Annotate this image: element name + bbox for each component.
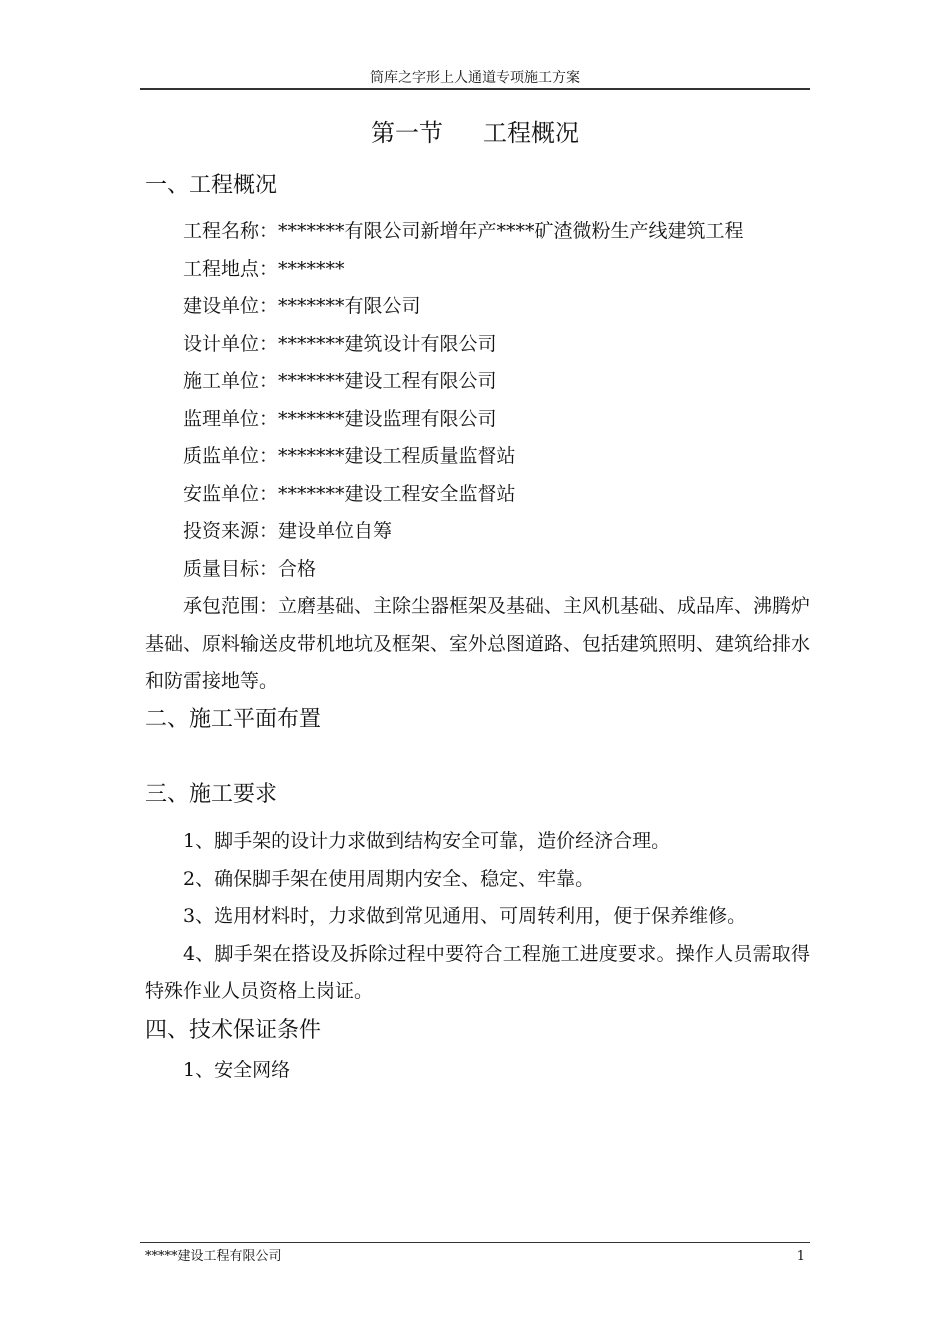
- overview-item: 工程名称：*******有限公司新增年产****矿渣微粉生产线建筑工程: [183, 220, 744, 242]
- page-number: 1: [796, 1249, 805, 1264]
- overview-item: 工程地点：*******: [183, 257, 345, 280]
- page-header: 筒库之字形上人通道专项施工方案: [370, 70, 580, 86]
- section-number: 第一节: [371, 119, 443, 147]
- requirement-item: 3、选用材料时，力求做到常见通用、可周转利用，便于保养维修。: [183, 905, 747, 927]
- overview-item: 安监单位：*******建设工程安全监督站: [183, 482, 516, 505]
- header-divider: [140, 88, 810, 90]
- heading-guarantee: 四、技术保证条件: [145, 1018, 322, 1043]
- requirement-item: 1、脚手架的设计力求做到结构安全可靠，造价经济合理。: [183, 830, 671, 852]
- heading-overview: 一、工程概况: [145, 173, 278, 198]
- overview-item: 设计单位：*******建筑设计有限公司: [183, 332, 497, 355]
- heading-site-layout: 二、施工平面布置: [145, 707, 322, 732]
- guarantee-list: [145, 1052, 810, 1090]
- section-title: [140, 116, 810, 150]
- guarantee-item: 1、安全网络: [183, 1059, 291, 1081]
- section-name: 工程概况: [483, 119, 579, 147]
- overview-item: 质监单位：*******建设工程质量监督站: [183, 445, 516, 467]
- heading-requirements: 三、施工要求: [145, 782, 278, 807]
- footer-divider: [140, 1242, 810, 1243]
- requirement-item: 2、确保脚手架在使用周期内安全、稳定、牢靠。: [183, 867, 595, 890]
- overview-item: 建设单位：*******有限公司: [183, 295, 421, 317]
- overview-item: 监理单位：*******建设监理有限公司: [183, 407, 497, 430]
- requirements-list: [145, 823, 810, 1011]
- overview-item: 施工单位：*******建设工程有限公司: [183, 370, 497, 392]
- footer-company: *****建设工程有限公司: [145, 1249, 282, 1264]
- requirement-item: 4、脚手架在搭设及拆除过程中要符合工程施工进度要求。操作人员需取得特殊作业人员资格上岗证。: [145, 942, 810, 1002]
- overview-item: 质量目标：合格: [183, 557, 317, 580]
- overview-scope: 承包范围：立磨基础、主除尘器框架及基础、主风机基础、成品库、沸腾炉基础、原料输送皮带机地坑及框架、室外总图道路、包括建筑照明、建筑给排水和防雷接地等。: [145, 595, 811, 692]
- overview-list: [145, 213, 810, 701]
- overview-item: 投资来源：建设单位自筹: [183, 520, 393, 542]
